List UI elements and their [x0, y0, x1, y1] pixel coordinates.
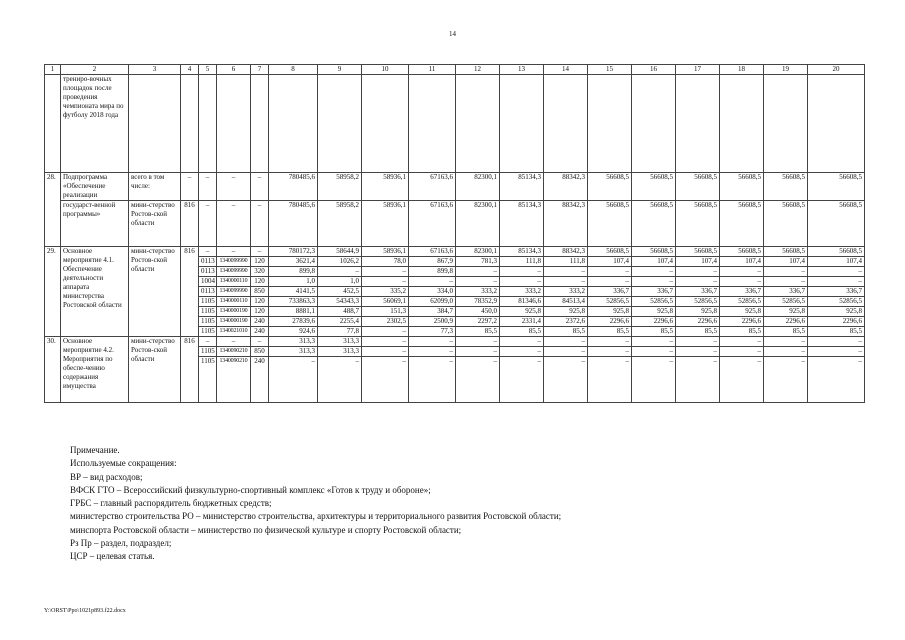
value-cell: 85,5: [720, 327, 764, 337]
csr-cell: 1340021010: [217, 327, 251, 337]
value-cell: 85,5: [544, 327, 588, 337]
row-name: Основное мероприятие 4.2. Мероприятия по обеспе-чению содержания имущества: [61, 337, 129, 403]
value-cell: –: [544, 337, 588, 347]
value-cell: 925,8: [588, 307, 632, 317]
value-cell: 733863,3: [269, 297, 318, 307]
vr-cell: –: [251, 247, 269, 257]
value-cell: 336,7: [632, 287, 676, 297]
rz-cell: –: [199, 201, 217, 247]
grbs-cell: 816: [181, 247, 199, 337]
value-cell: 450,0: [456, 307, 500, 317]
value-cell: –: [632, 357, 676, 403]
value-cell: –: [676, 347, 720, 357]
rz-cell: 1105: [199, 347, 217, 357]
table-cell: [632, 75, 676, 173]
value-cell: 313,3: [318, 337, 362, 347]
value-cell: –: [676, 267, 720, 277]
value-cell: –: [362, 327, 409, 337]
value-cell: 2302,5: [362, 317, 409, 327]
csr-cell: 1340090210: [217, 357, 251, 403]
vr-cell: 240: [251, 357, 269, 403]
value-cell: 925,8: [676, 307, 720, 317]
value-cell: –: [362, 277, 409, 287]
value-cell: 85,5: [588, 327, 632, 337]
csr-cell: 1340000190: [217, 307, 251, 317]
value-cell: 84513,4: [544, 297, 588, 307]
note-line: минспорта Ростовской области – министерство по физической культуре и спорту Ростовской области;: [70, 524, 462, 535]
value-cell: 8881,1: [269, 307, 318, 317]
value-cell: 1,0: [318, 277, 362, 287]
note-line: ЦСР – целевая статья.: [70, 551, 155, 562]
value-cell: 780485,6: [269, 173, 318, 201]
csr-cell: –: [217, 337, 251, 347]
value-cell: –: [588, 337, 632, 347]
value-cell: –: [764, 277, 808, 287]
vr-cell: 120: [251, 277, 269, 287]
value-cell: 88342,3: [544, 247, 588, 257]
notes-intro: Используемые сокращения:: [70, 458, 177, 469]
value-cell: 111,8: [544, 257, 588, 267]
value-cell: 780485,6: [269, 201, 318, 247]
value-cell: –: [500, 357, 544, 403]
column-number: 5: [199, 65, 217, 75]
table-cell: [720, 75, 764, 173]
vr-cell: 240: [251, 327, 269, 337]
column-number: 15: [588, 65, 632, 75]
value-cell: 336,7: [676, 287, 720, 297]
value-cell: 2296,6: [808, 317, 865, 327]
value-cell: 107,4: [632, 257, 676, 267]
value-cell: 899,8: [269, 267, 318, 277]
value-cell: 85134,3: [500, 173, 544, 201]
value-cell: 56608,5: [808, 247, 865, 257]
row-name: Основное мероприятие 4.1. Обеспечение деятельности аппарата министерства Ростовской области: [61, 247, 129, 337]
grbs-cell: –: [181, 173, 199, 201]
value-cell: 335,2: [362, 287, 409, 297]
value-cell: 82300,1: [456, 247, 500, 257]
value-cell: –: [500, 277, 544, 287]
vr-cell: 120: [251, 307, 269, 317]
table-cell: [544, 75, 588, 173]
vr-cell: 120: [251, 297, 269, 307]
column-number: 19: [764, 65, 808, 75]
value-cell: 313,3: [269, 347, 318, 357]
value-cell: 452,5: [318, 287, 362, 297]
value-cell: 2296,6: [632, 317, 676, 327]
value-cell: 56608,5: [764, 201, 808, 247]
value-cell: 82300,1: [456, 173, 500, 201]
value-cell: 925,8: [632, 307, 676, 317]
row-number: 30.: [45, 337, 61, 403]
value-cell: 4141,5: [269, 287, 318, 297]
table-cell: [362, 75, 409, 173]
value-cell: 77,3: [409, 327, 456, 337]
value-cell: –: [456, 267, 500, 277]
rz-cell: 0113: [199, 287, 217, 297]
value-cell: 899,8: [409, 267, 456, 277]
file-path-footer: Y:\ORST\Ppo\1021p893.f22.docx: [44, 608, 126, 614]
value-cell: 58936,1: [362, 247, 409, 257]
table-cell: [318, 75, 362, 173]
value-cell: 2372,6: [544, 317, 588, 327]
value-cell: –: [764, 267, 808, 277]
value-cell: 85,5: [500, 327, 544, 337]
value-cell: –: [676, 277, 720, 287]
column-number: 17: [676, 65, 720, 75]
executor: всего в том числе:: [129, 173, 181, 201]
note-line: министерство строительства РО – министерство строительства, архитектуры и территориального развития Ростовской области;: [70, 511, 562, 522]
rz-cell: 0113: [199, 267, 217, 277]
value-cell: 85,5: [676, 327, 720, 337]
rz-cell: 1105: [199, 357, 217, 403]
table-row: [45, 337, 865, 347]
table-cell: [588, 75, 632, 173]
value-cell: –: [632, 347, 676, 357]
value-cell: 52856,5: [808, 297, 865, 307]
rz-cell: 1105: [199, 317, 217, 327]
value-cell: 2255,4: [318, 317, 362, 327]
value-cell: –: [764, 357, 808, 403]
vr-cell: –: [251, 173, 269, 201]
value-cell: 333,2: [544, 287, 588, 297]
csr-cell: 1340000110: [217, 297, 251, 307]
value-cell: –: [676, 337, 720, 347]
csr-cell: 1340099990: [217, 267, 251, 277]
column-number: 10: [362, 65, 409, 75]
value-cell: 334,0: [409, 287, 456, 297]
value-cell: 85134,3: [500, 201, 544, 247]
value-cell: 333,2: [500, 287, 544, 297]
value-cell: 56608,5: [808, 173, 865, 201]
value-cell: 67163,6: [409, 247, 456, 257]
value-cell: –: [456, 337, 500, 347]
rz-cell: 1105: [199, 307, 217, 317]
value-cell: 3621,4: [269, 257, 318, 267]
value-cell: –: [808, 267, 865, 277]
value-cell: –: [409, 277, 456, 287]
value-cell: 151,3: [362, 307, 409, 317]
value-cell: 77,8: [318, 327, 362, 337]
vr-cell: 320: [251, 267, 269, 277]
value-cell: 313,3: [269, 337, 318, 347]
value-cell: 336,7: [588, 287, 632, 297]
value-cell: 56608,5: [676, 247, 720, 257]
value-cell: 384,7: [409, 307, 456, 317]
table-row: [45, 201, 865, 247]
value-cell: –: [808, 277, 865, 287]
value-cell: 78,0: [362, 257, 409, 267]
header-row: [45, 65, 865, 75]
value-cell: –: [588, 357, 632, 403]
value-cell: –: [456, 357, 500, 403]
value-cell: –: [632, 337, 676, 347]
value-cell: –: [362, 357, 409, 403]
value-cell: –: [720, 337, 764, 347]
value-cell: 2296,6: [676, 317, 720, 327]
column-number: 14: [544, 65, 588, 75]
note-line: ГРБС – главный распорядитель бюджетных средств;: [70, 498, 272, 509]
value-cell: 56608,5: [632, 201, 676, 247]
value-cell: –: [500, 337, 544, 347]
value-cell: 867,9: [409, 257, 456, 267]
value-cell: 2500,9: [409, 317, 456, 327]
value-cell: –: [362, 267, 409, 277]
value-cell: 336,7: [720, 287, 764, 297]
notes-title: Примечание.: [70, 445, 120, 455]
csr-cell: –: [217, 173, 251, 201]
table-cell: [676, 75, 720, 173]
value-cell: 52856,5: [764, 297, 808, 307]
rz-cell: 1105: [199, 327, 217, 337]
value-cell: 2296,6: [588, 317, 632, 327]
value-cell: 67163,6: [409, 201, 456, 247]
budget-table: [44, 64, 865, 403]
value-cell: –: [720, 347, 764, 357]
executor: мини-стерство Ростов-ской области: [129, 201, 181, 247]
value-cell: 58644,9: [318, 247, 362, 257]
value-cell: 81346,6: [500, 297, 544, 307]
value-cell: –: [808, 357, 865, 403]
table-row: [45, 247, 865, 257]
value-cell: 82300,1: [456, 201, 500, 247]
table-cell: [764, 75, 808, 173]
value-cell: 56608,5: [588, 173, 632, 201]
value-cell: –: [409, 337, 456, 347]
vr-cell: 240: [251, 317, 269, 327]
csr-cell: 1340000110: [217, 277, 251, 287]
value-cell: 56608,5: [720, 173, 764, 201]
executor: мини-стерство Ростов-ской области: [129, 247, 181, 337]
value-cell: 1026,2: [318, 257, 362, 267]
row-name: трениро-вочных площадок после проведения чемпионата мира по футболу 2018 года: [61, 75, 129, 173]
notes-section: [70, 444, 870, 564]
table-cell: [199, 75, 217, 173]
value-cell: 56608,5: [676, 173, 720, 201]
column-number: 16: [632, 65, 676, 75]
value-cell: 107,4: [720, 257, 764, 267]
value-cell: 924,6: [269, 327, 318, 337]
column-number: 12: [456, 65, 500, 75]
column-number: 2: [61, 65, 129, 75]
value-cell: –: [764, 337, 808, 347]
row-name: Подпрограмма «Обеспечение реализации: [61, 173, 129, 201]
value-cell: –: [362, 347, 409, 357]
value-cell: –: [500, 267, 544, 277]
value-cell: –: [544, 357, 588, 403]
value-cell: 1,0: [269, 277, 318, 287]
rz-cell: –: [199, 337, 217, 347]
value-cell: –: [808, 347, 865, 357]
value-cell: 85134,3: [500, 247, 544, 257]
value-cell: 56069,1: [362, 297, 409, 307]
csr-cell: 1340000190: [217, 317, 251, 327]
value-cell: –: [362, 337, 409, 347]
column-number: 11: [409, 65, 456, 75]
table-cell: [217, 75, 251, 173]
table-cell: [808, 75, 865, 173]
value-cell: 85,5: [456, 327, 500, 337]
rz-cell: 0113: [199, 257, 217, 267]
vr-cell: –: [251, 337, 269, 347]
table-cell: [251, 75, 269, 173]
value-cell: 56608,5: [676, 201, 720, 247]
value-cell: –: [269, 357, 318, 403]
value-cell: 780172,3: [269, 247, 318, 257]
value-cell: –: [456, 347, 500, 357]
value-cell: 62099,0: [409, 297, 456, 307]
column-number: 3: [129, 65, 181, 75]
table-cell: [181, 75, 199, 173]
table-cell: [456, 75, 500, 173]
table-cell: [269, 75, 318, 173]
value-cell: –: [456, 277, 500, 287]
column-number: 4: [181, 65, 199, 75]
rz-cell: 1004: [199, 277, 217, 287]
rz-cell: 1105: [199, 297, 217, 307]
value-cell: 336,7: [808, 287, 865, 297]
value-cell: –: [808, 337, 865, 347]
value-cell: 56608,5: [764, 247, 808, 257]
vr-cell: 850: [251, 347, 269, 357]
table-row: [45, 75, 865, 173]
note-line: ВФСК ГТО – Всероссийский физкультурно-спортивный комплекс «Готов к труду и обороне»;: [70, 484, 431, 495]
row-number: 29.: [45, 247, 61, 337]
value-cell: 781,3: [456, 257, 500, 267]
csr-cell: 1340099990: [217, 257, 251, 267]
value-cell: 56608,5: [632, 247, 676, 257]
value-cell: 107,4: [808, 257, 865, 267]
value-cell: 58936,1: [362, 173, 409, 201]
value-cell: 2297,2: [456, 317, 500, 327]
value-cell: 2331,4: [500, 317, 544, 327]
value-cell: 333,2: [456, 287, 500, 297]
executor: мини-стерство Ростов-ской области: [129, 337, 181, 403]
value-cell: –: [544, 267, 588, 277]
csr-cell: –: [217, 201, 251, 247]
row-number: 28.: [45, 173, 61, 247]
value-cell: 56608,5: [720, 201, 764, 247]
value-cell: –: [500, 347, 544, 357]
value-cell: 925,8: [544, 307, 588, 317]
value-cell: –: [632, 277, 676, 287]
value-cell: 2296,6: [720, 317, 764, 327]
value-cell: 488,7: [318, 307, 362, 317]
value-cell: 56608,5: [588, 247, 632, 257]
value-cell: 58936,1: [362, 201, 409, 247]
value-cell: –: [409, 357, 456, 403]
value-cell: 27839,6: [269, 317, 318, 327]
value-cell: 52856,5: [720, 297, 764, 307]
value-cell: 67163,6: [409, 173, 456, 201]
value-cell: –: [720, 277, 764, 287]
value-cell: 925,8: [720, 307, 764, 317]
value-cell: 52856,5: [676, 297, 720, 307]
value-cell: 54343,3: [318, 297, 362, 307]
grbs-cell: 816: [181, 337, 199, 403]
value-cell: –: [720, 267, 764, 277]
value-cell: –: [588, 277, 632, 287]
value-cell: 78352,9: [456, 297, 500, 307]
value-cell: 56608,5: [764, 173, 808, 201]
value-cell: 85,5: [632, 327, 676, 337]
value-cell: 925,8: [808, 307, 865, 317]
column-number: 9: [318, 65, 362, 75]
rz-cell: –: [199, 247, 217, 257]
value-cell: 313,3: [318, 347, 362, 357]
value-cell: 52856,5: [632, 297, 676, 307]
row-number: [45, 75, 61, 173]
value-cell: 58958,2: [318, 173, 362, 201]
value-cell: –: [318, 267, 362, 277]
value-cell: 56608,5: [808, 201, 865, 247]
value-cell: 52856,5: [588, 297, 632, 307]
table-row: [45, 173, 865, 201]
note-line: Рз Пр – раздел, подраздел;: [70, 538, 172, 549]
value-cell: 925,8: [764, 307, 808, 317]
column-number: 8: [269, 65, 318, 75]
column-number: 13: [500, 65, 544, 75]
value-cell: –: [588, 267, 632, 277]
value-cell: –: [632, 267, 676, 277]
column-number: 1: [45, 65, 61, 75]
column-number: 7: [251, 65, 269, 75]
value-cell: 107,4: [588, 257, 632, 267]
value-cell: –: [720, 357, 764, 403]
value-cell: 107,4: [764, 257, 808, 267]
value-cell: –: [409, 347, 456, 357]
value-cell: 85,5: [808, 327, 865, 337]
value-cell: –: [588, 347, 632, 357]
column-number: 6: [217, 65, 251, 75]
csr-cell: 1340090210: [217, 347, 251, 357]
value-cell: 111,8: [500, 257, 544, 267]
vr-cell: –: [251, 201, 269, 247]
value-cell: 56608,5: [720, 247, 764, 257]
value-cell: 107,4: [676, 257, 720, 267]
grbs-cell: 816: [181, 201, 199, 247]
value-cell: –: [318, 357, 362, 403]
value-cell: 88342,3: [544, 173, 588, 201]
table-cell: [500, 75, 544, 173]
value-cell: –: [676, 357, 720, 403]
value-cell: –: [764, 347, 808, 357]
value-cell: 56608,5: [588, 201, 632, 247]
note-line: ВР – вид расходов;: [70, 471, 143, 482]
vr-cell: 120: [251, 257, 269, 267]
value-cell: 58958,2: [318, 201, 362, 247]
table-cell: [409, 75, 456, 173]
value-cell: –: [544, 277, 588, 287]
vr-cell: 850: [251, 287, 269, 297]
value-cell: 88342,3: [544, 201, 588, 247]
column-number: 20: [808, 65, 865, 75]
table-cell: [129, 75, 181, 173]
value-cell: 336,7: [764, 287, 808, 297]
value-cell: 925,8: [500, 307, 544, 317]
value-cell: 2296,6: [764, 317, 808, 327]
csr-cell: 1340099990: [217, 287, 251, 297]
row-name: государст-венной программы»: [61, 201, 129, 247]
value-cell: 56608,5: [632, 173, 676, 201]
value-cell: 85,5: [764, 327, 808, 337]
page-number: 14: [449, 30, 456, 38]
csr-cell: –: [217, 247, 251, 257]
column-number: 18: [720, 65, 764, 75]
rz-cell: –: [199, 173, 217, 201]
value-cell: –: [544, 347, 588, 357]
